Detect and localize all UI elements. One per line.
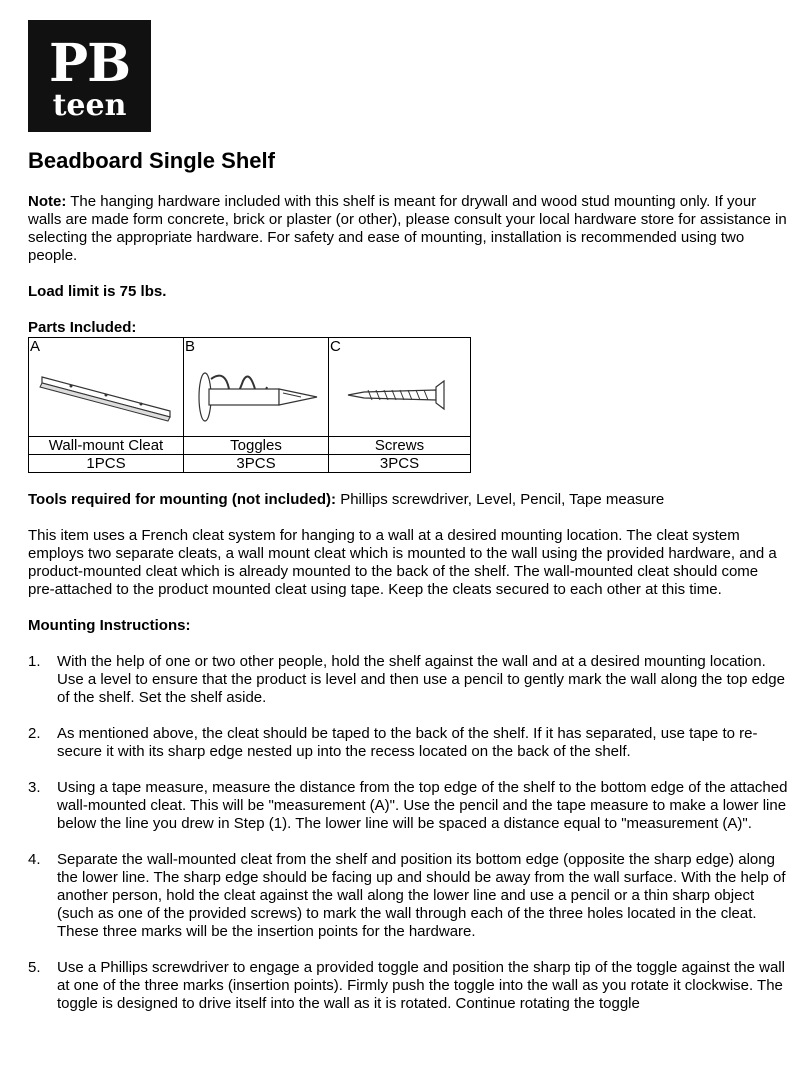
list-item (28, 851, 788, 941)
part-qty: 3PCS (329, 455, 471, 473)
toggle-drawing (191, 359, 321, 429)
wall-mount-cleat-drawing (36, 359, 176, 429)
part-letter: C (330, 338, 341, 355)
list-item (28, 653, 788, 707)
step-text: Using a tape measure, measure the distance from the top edge of the shelf to the bottom edge of the attached wall-mounted cleat. This will be "measurement (A)". Use the pencil and the tape measure to make a lower line below the line you drew in Step (1). The lower line will be spaced a distance equal to "measurement (A)". (57, 779, 788, 832)
instruction-steps (28, 653, 788, 1013)
step-number: 2. (28, 725, 41, 742)
part-letter: B (185, 338, 196, 355)
note-paragraph (28, 193, 788, 265)
page-title: Beadboard Single Shelf (28, 148, 275, 173)
document-body (28, 193, 788, 1031)
step-text: Separate the wall-mounted cleat from the shelf and position its bottom edge (opposite the sharp edge) along the lower line. The sharp edge should be facing up and should be away from the wall surface. With the help of another person, hold the cleat against the wall along the lower line and use a pencil or a thin sharp object (such as one of the provided screws) to mark the wall through each of the three holes located in the cleat. These three marks will be the insertion points for the hardware. (57, 851, 786, 940)
part-c-cell (329, 338, 471, 437)
tools-text: Phillips screwdriver, Level, Pencil, Tape measure (336, 491, 665, 508)
instructions-heading: Mounting Instructions: (28, 617, 191, 634)
note-text: The hanging hardware included with this shelf is meant for drywall and wood stud mounting only. If your walls are made form concrete, brick or plaster (or other), please consult your local hardware store for assistance in selecting the appropriate hardware. For safety and ease of mounting, installation is recommended using two people. (28, 193, 787, 264)
list-item (28, 959, 788, 1013)
list-item (28, 779, 788, 833)
part-qty: 3PCS (184, 455, 329, 473)
part-a-cell (29, 338, 184, 437)
step-number: 5. (28, 959, 41, 976)
part-letter: A (30, 338, 41, 355)
tools-paragraph (28, 491, 788, 509)
parts-table (28, 337, 471, 473)
tools-label: Tools required for mounting (not included): (28, 491, 337, 508)
part-name: Screws (329, 437, 471, 455)
screw-drawing (340, 359, 460, 429)
list-item (28, 725, 788, 761)
step-text: Use a Phillips screwdriver to engage a provided toggle and position the sharp tip of the toggle against the wall at one of the three marks (insertion points). Firmly push the toggle into the wall as you rotate it clockwise. The toggle is designed to drive itself into the wall as it is rotated. Continue rotating the toggle (57, 959, 785, 1012)
intro-paragraph: This item uses a French cleat system for hanging to a wall at a desired mounting location. The cleat system employs two separate cleats, a wall mount cleat which is mounted to the wall using the provided hardware, and a product-mounted cleat which is already mounted to the back of the shelf. The wall-mounted cleat should come pre-attached to the product mounted cleat using tape. Keep the cleats secured to each other at this time. (28, 527, 777, 598)
note-label: Note: (28, 193, 67, 210)
logo-line-2: teen (52, 88, 127, 123)
part-b-cell (184, 338, 329, 437)
part-name: Toggles (184, 437, 329, 455)
step-text: With the help of one or two other people, hold the shelf against the wall and at a desired mounting location. Use a level to ensure that the product is level and then use a pencil to gently mark the wall along the top edge of the shelf. Set the shelf aside. (57, 653, 785, 706)
pb-teen-logo (28, 20, 151, 132)
logo-line-1: PB (48, 33, 131, 94)
step-number: 4. (28, 851, 41, 868)
parts-heading: Parts Included: (28, 319, 137, 336)
step-number: 1. (28, 653, 41, 670)
load-limit: Load limit is 75 lbs. (28, 283, 167, 300)
part-name: Wall-mount Cleat (29, 437, 184, 455)
step-text: As mentioned above, the cleat should be taped to the back of the shelf. If it has separated, use tape to re-secure it with its sharp edge nested up into the recess located on the back of the shelf. (57, 725, 758, 760)
step-number: 3. (28, 779, 41, 796)
part-qty: 1PCS (29, 455, 184, 473)
